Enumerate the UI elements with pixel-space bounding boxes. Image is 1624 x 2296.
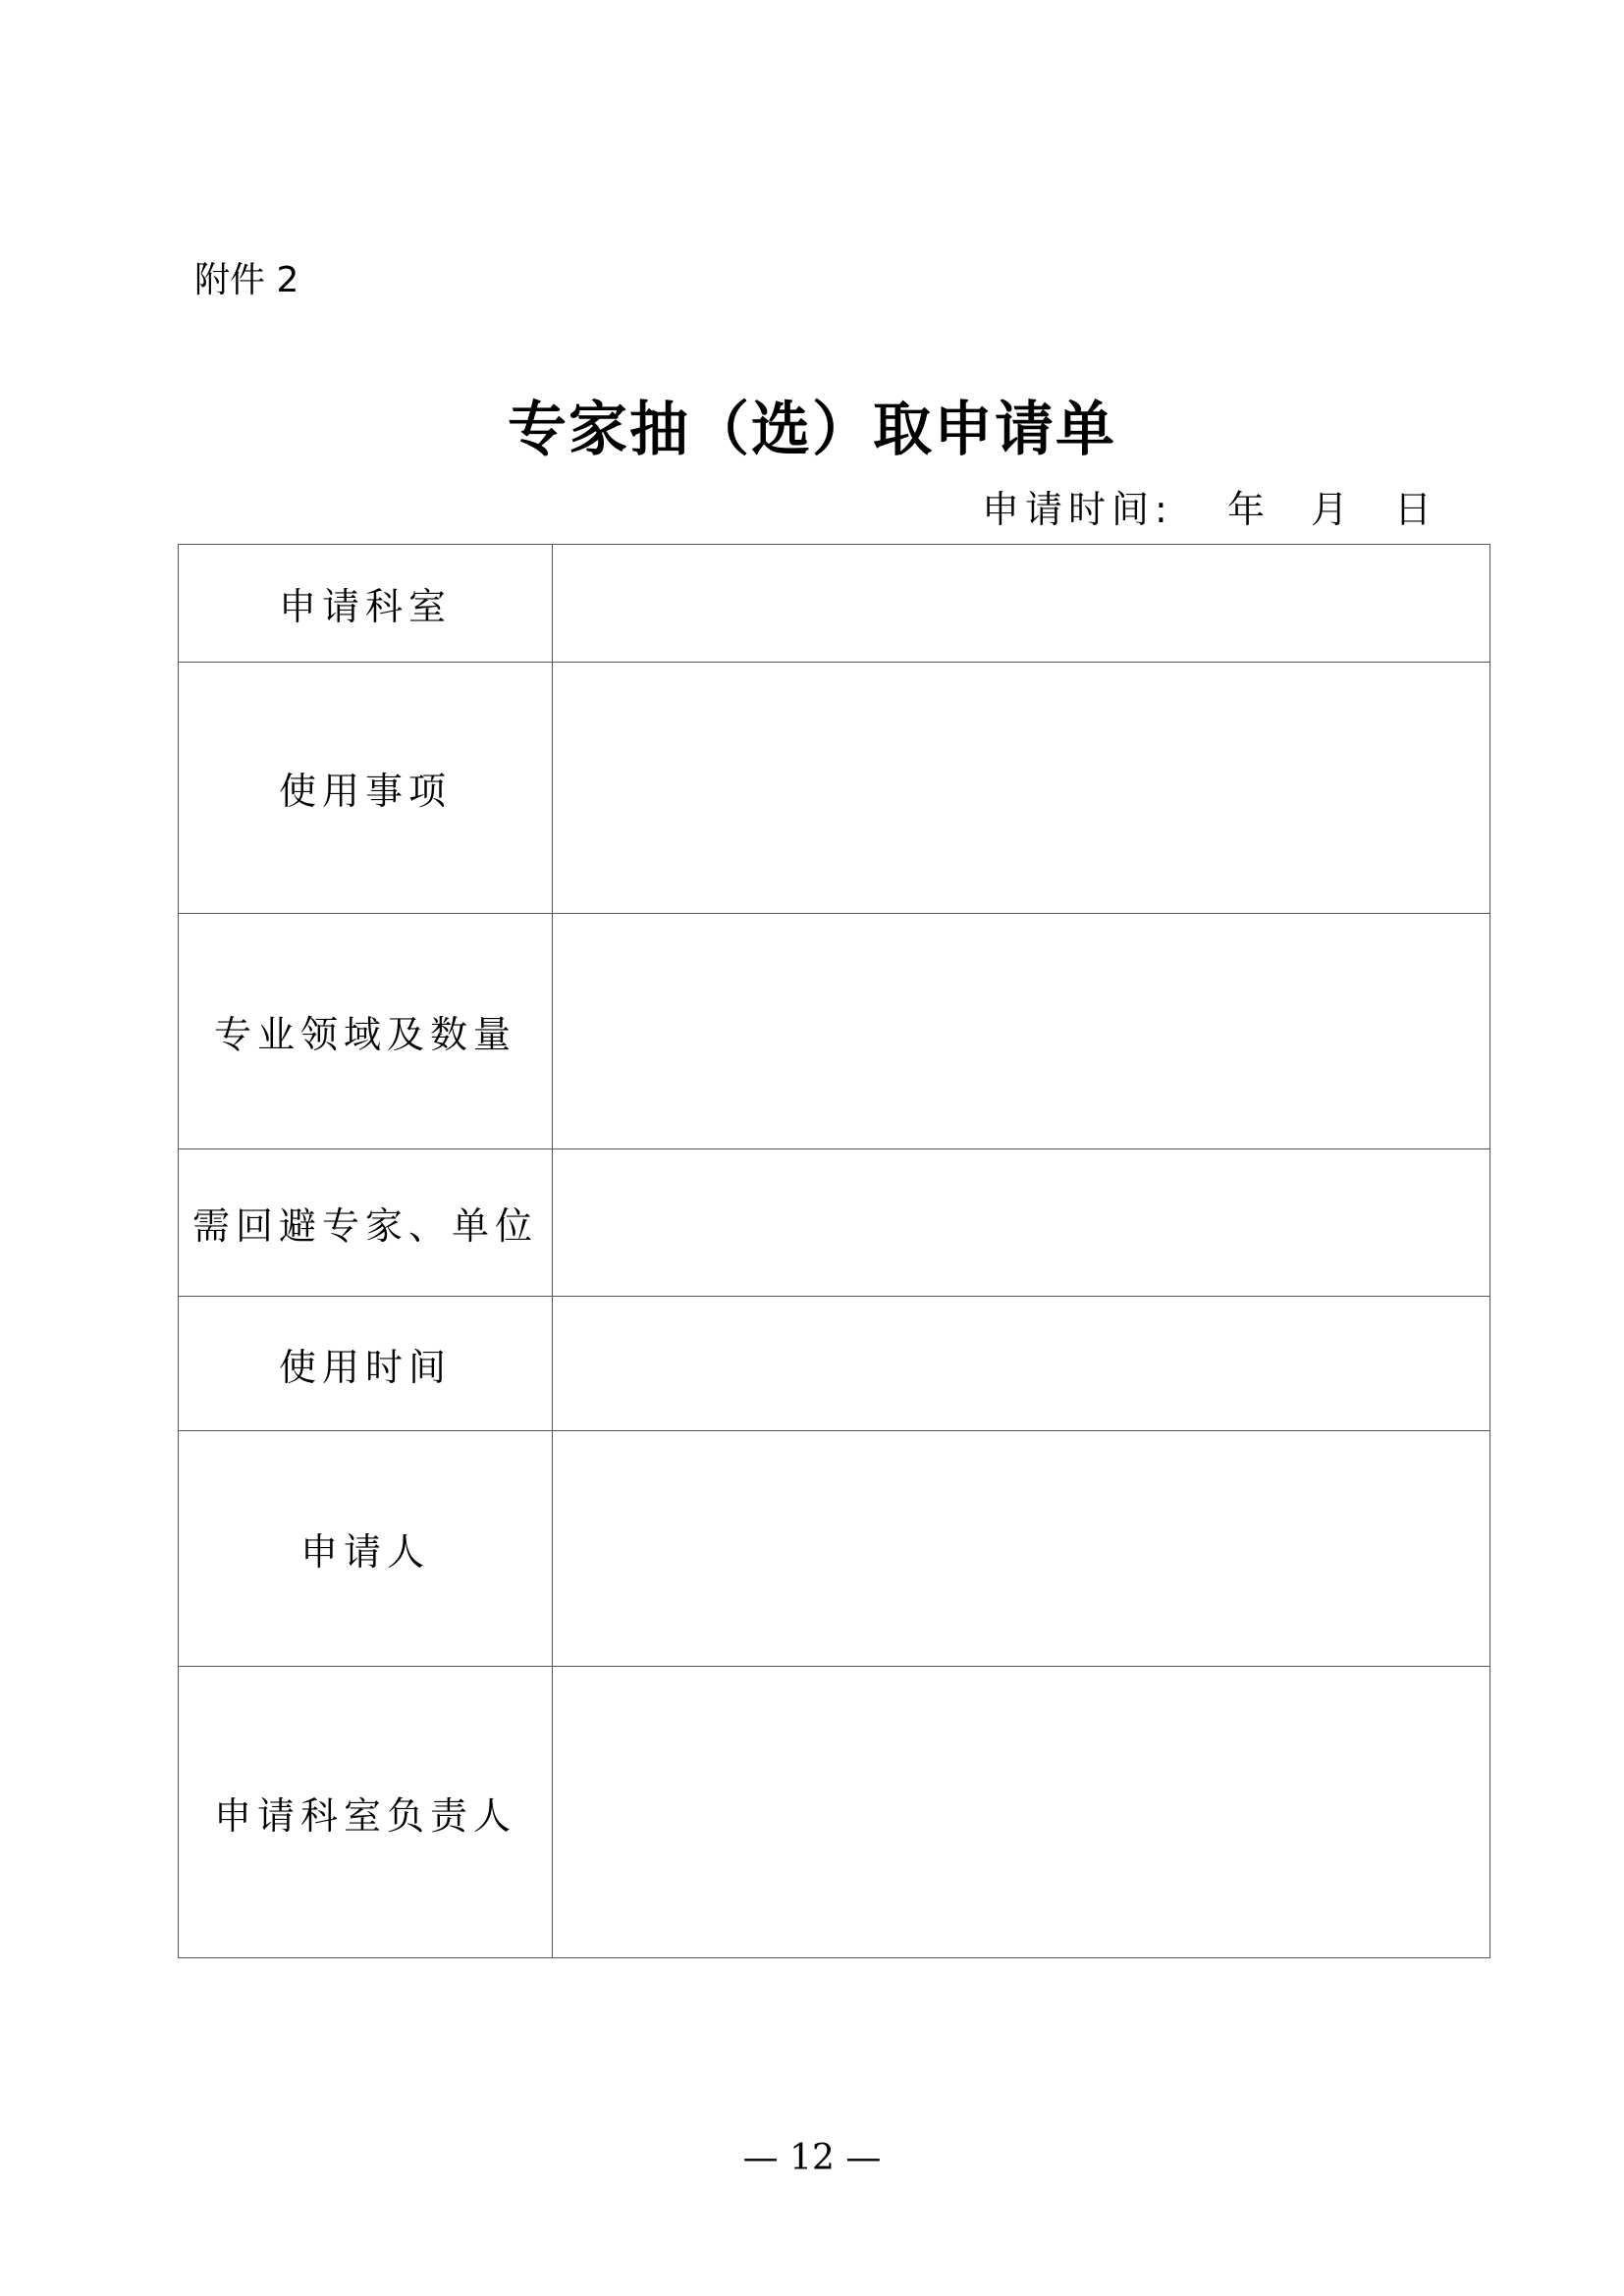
form-row-department xyxy=(179,545,1490,663)
form-field-purpose[interactable] xyxy=(553,663,1490,914)
form-label-applicant: 申请人 xyxy=(179,1431,553,1667)
form-label-department-head: 申请科室负责人 xyxy=(179,1667,553,1958)
document-title: 专家抽（选）取申请单 xyxy=(508,396,1116,464)
form-row-department-head xyxy=(179,1667,1490,1958)
date-month-label: 月 xyxy=(1311,488,1349,531)
application-form-table xyxy=(178,544,1490,1958)
form-row-avoidance xyxy=(179,1149,1490,1297)
form-field-department[interactable] xyxy=(553,545,1490,663)
form-row-field-and-quantity xyxy=(179,914,1490,1149)
application-date-label: 申请时间: xyxy=(982,488,1173,531)
date-day-label: 日 xyxy=(1394,488,1433,531)
form-row-purpose xyxy=(179,663,1490,914)
form-row-applicant xyxy=(179,1431,1490,1667)
form-field-field-and-quantity[interactable] xyxy=(553,914,1490,1149)
form-label-avoidance: 需回避专家、单位 xyxy=(179,1149,553,1297)
form-row-usage-time xyxy=(179,1297,1490,1431)
form-label-usage-time: 使用时间 xyxy=(179,1297,553,1431)
form-field-usage-time[interactable] xyxy=(553,1297,1490,1431)
form-label-department: 申请科室 xyxy=(179,545,553,663)
date-year-label: 年 xyxy=(1227,488,1266,531)
attachment-label: 附件 2 xyxy=(194,260,299,300)
page-number: — 12 — xyxy=(742,2138,882,2178)
form-label-purpose: 使用事项 xyxy=(179,663,553,914)
form-label-field-and-quantity: 专业领域及数量 xyxy=(179,914,553,1149)
form-field-department-head[interactable] xyxy=(553,1667,1490,1958)
form-field-avoidance[interactable] xyxy=(553,1149,1490,1297)
form-field-applicant[interactable] xyxy=(553,1431,1490,1667)
